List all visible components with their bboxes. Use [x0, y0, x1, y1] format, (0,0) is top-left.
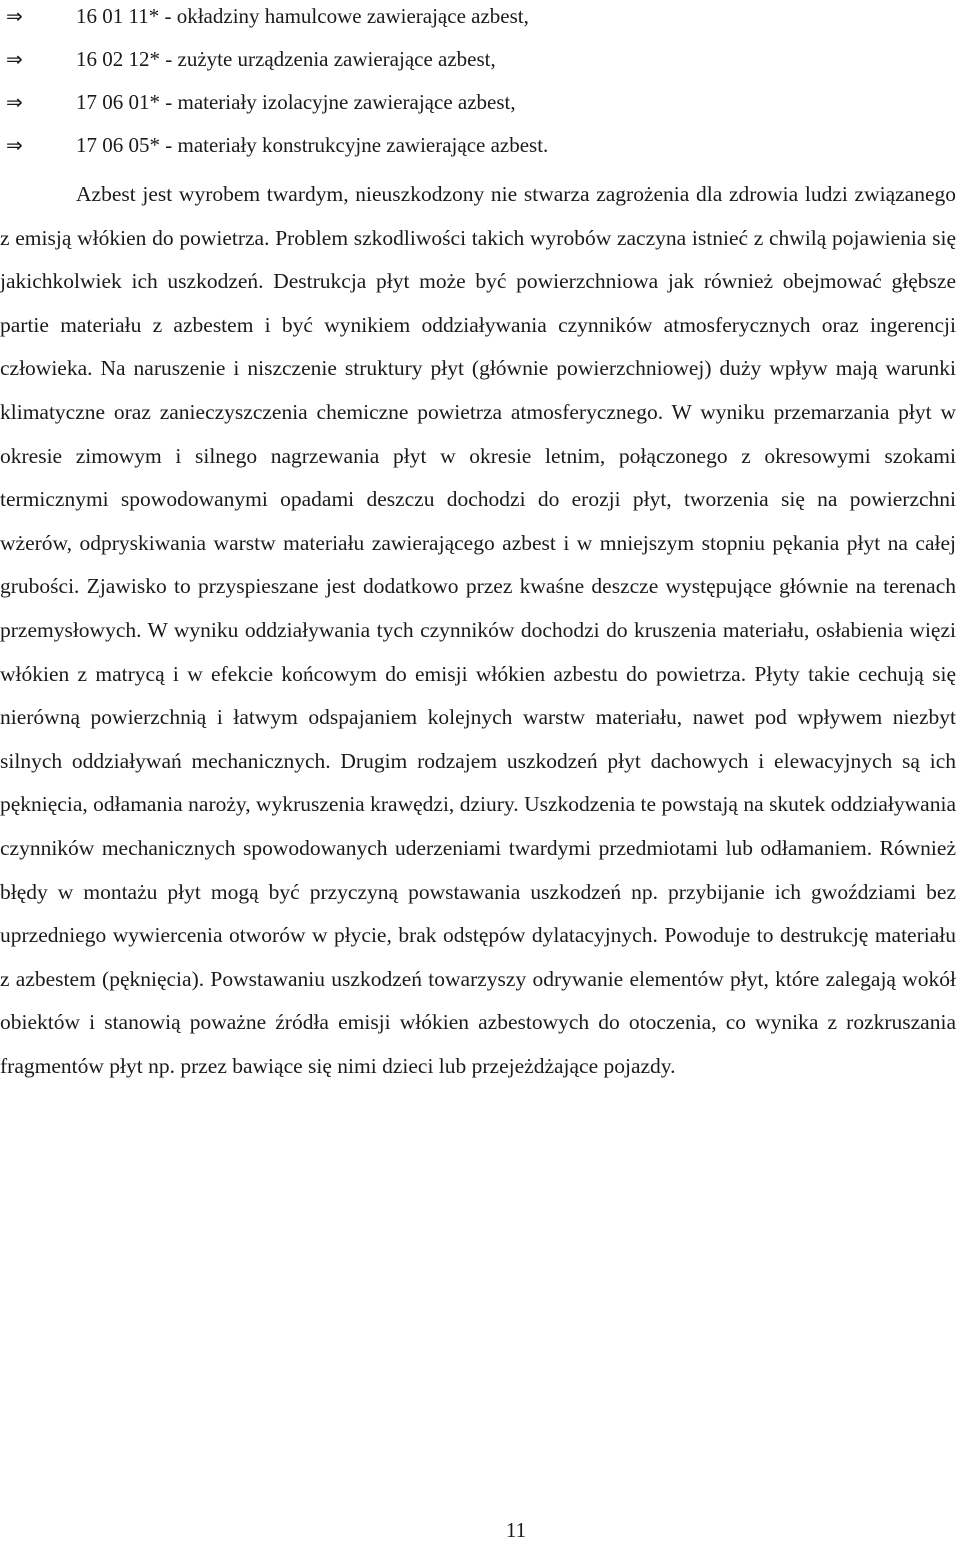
list-item-text: 17 06 01* - materiały izolacyjne zawierające azbest,	[76, 90, 516, 114]
page-number: 11	[505, 1518, 527, 1542]
body-paragraph: Azbest jest wyrobem twardym, nieuszkodzony nie stwarza zagrożenia dla zdrowia ludzi związanego z emisją włókien do powietrza. Problem szkodliwości takich wyrobów zaczyna istnieć z chwilą pojawienia się jakichkolwiek ich uszkodzeń. Destrukcja płyt może być powierzchniowa jak również obejmować głębsze partie materiału z azbestem i być wynikiem oddziaływania czynników atmosferycznych oraz ingerencji człowieka. Na naruszenie i niszczenie struktury płyt (głównie powierzchniowej) duży wpływ mają warunki klimatyczne oraz zanieczyszczenia chemiczne powietrza atmosferycznego. W wyniku przemarzania płyt w okresie zimowym i silnego nagrzewania płyt w okresie letnim, połączonego z okresowymi szokami termicznymi spowodowanymi opadami deszczu dochodzi do erozji płyt, tworzenia się na powierzchni wżerów, odpryskiwania warstw materiału zawierającego azbest i w mniejszym stopniu pękania płyt na całej grubości. Zjawisko to przyspieszane jest dodatkowo przez kwaśne deszcze występujące głównie na terenach przemysłowych. W wyniku oddziaływania tych czynników dochodzi do kruszenia materiału, osłabienia więzi włókien z matrycą i w efekcie końcowym do emisji włókien azbestu do powietrza. Płyty takie cechują się nierówną powierzchnią i łatwym odspajaniem kolejnych warstw materiału, nawet pod wpływem niezbyt silnych oddziaływań mechanicznych. Drugim rodzajem uszkodzeń płyt dachowych i elewacyjnych są ich pęknięcia, odłamania naroży, wykruszenia krawędzi, dziury. Uszkodzenia te powstają na skutek oddziaływania czynników mechanicznych spowodowanych uderzeniami twardymi przedmiotami lub odłamaniem. Również błędy w montażu płyt mogą być przyczyną powstawania uszkodzeń np. przybijanie ich gwoździami bez uprzedniego wywiercenia otworów w płycie, brak odstępów dylatacyjnych. Powoduje to destrukcję materiału z azbestem (pęknięcia). Powstawaniu uszkodzeń towarzyszy odrywanie elementów płyt, które zalegają wokół obiektów i stanowią poważne źródła emisji włókien azbestowych do otoczenia, co wynika z rozkruszania fragmentów płyt np. przez bawiące się nimi dzieci lub przejeżdżające pojazdy.	[0, 182, 956, 1078]
double-arrow-right-icon: ⇒	[6, 4, 23, 28]
list-item-text: 16 01 11* - okładziny hamulcowe zawierające azbest,	[76, 4, 529, 28]
double-arrow-right-icon: ⇒	[6, 90, 23, 114]
list-item-text: 17 06 05* - materiały konstrukcyjne zawierające azbest.	[76, 133, 549, 157]
double-arrow-right-icon: ⇒	[6, 133, 23, 157]
list-item-text: 16 02 12* - zużyte urządzenia zawierające azbest,	[76, 47, 496, 71]
double-arrow-right-icon: ⇒	[6, 47, 23, 71]
